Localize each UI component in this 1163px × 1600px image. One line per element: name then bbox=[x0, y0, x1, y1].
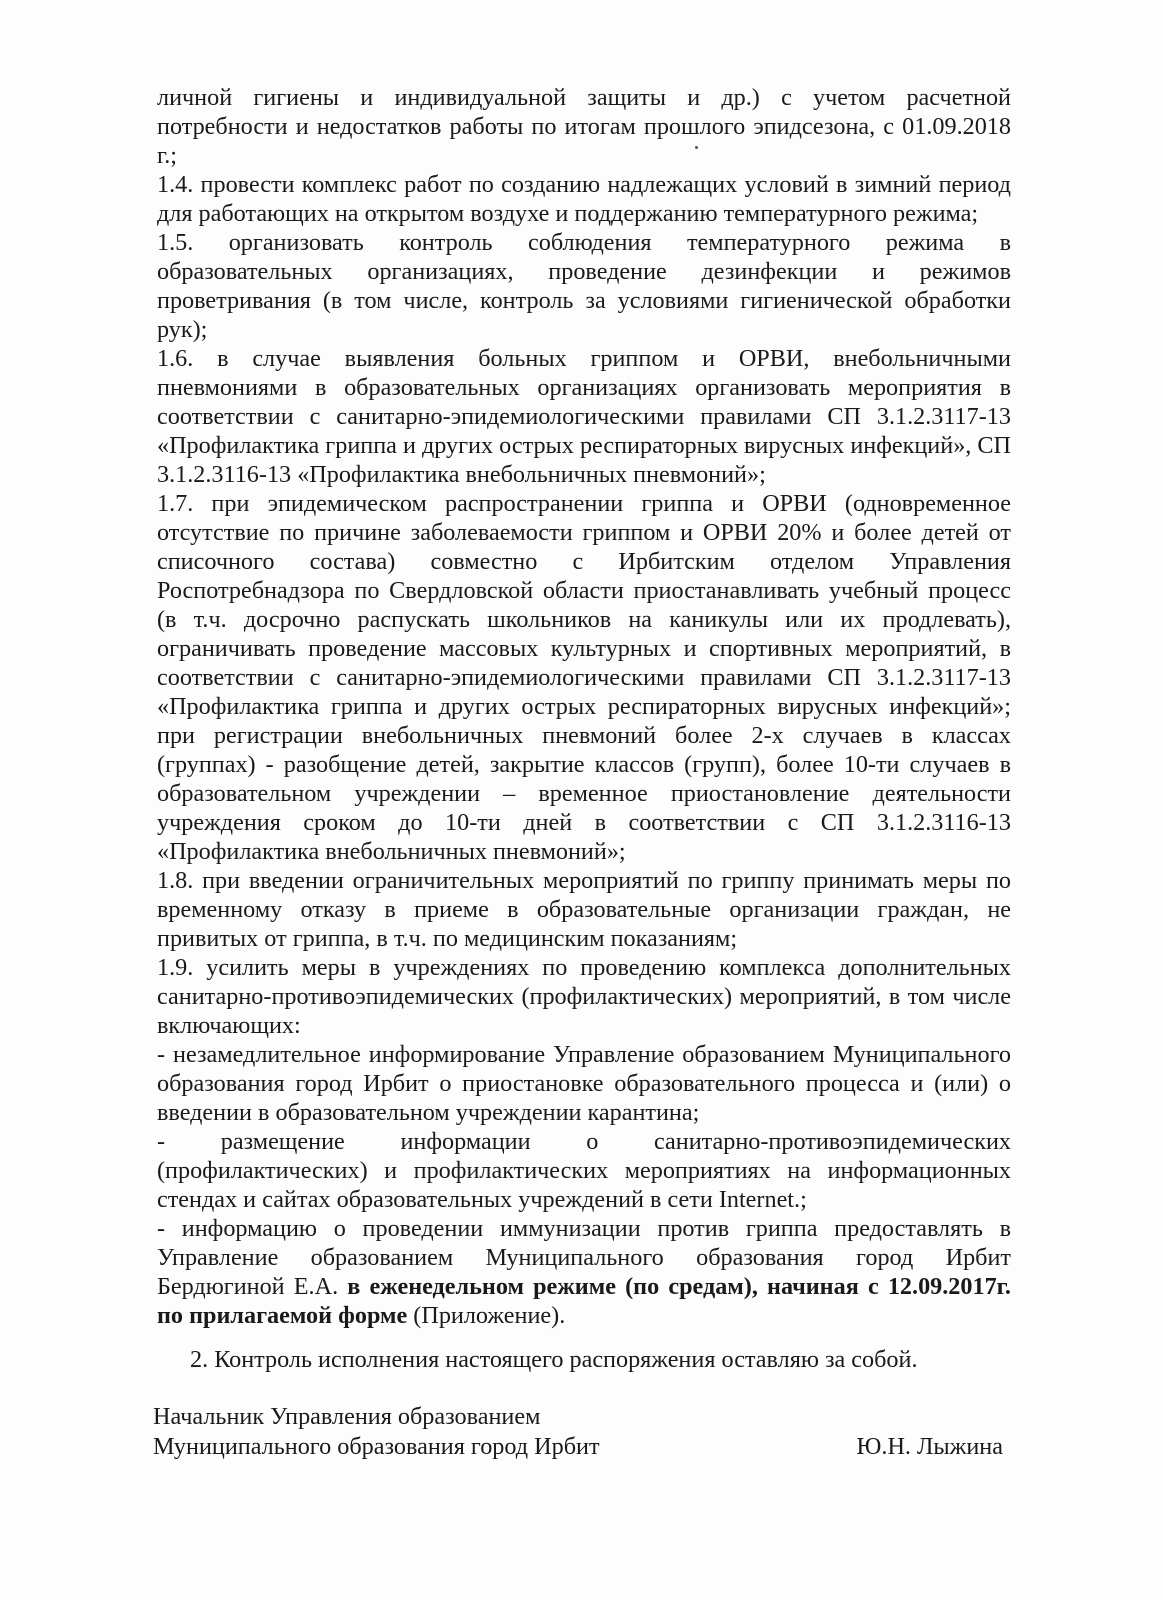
paragraph-1-7: 1.7. при эпидемическом распространении гриппа и ОРВИ (одновременное отсутствие по причине заболеваемости гриппом и ОРВИ 20% и более детей от списочного состава) совместно с Ирбитским отделом Управления Роспотребнадзора по Свердловской области приостанавливать учебный процесс (в т.ч. досрочно распускать школьников на каникулы или их продлевать), ограничивать проведение массовых культурных и спортивных мероприятий, в соответствии с санитарно-эпидемиологическими правилами СП 3.1.2.3117-13 «Профилактика гриппа и других острых респираторных вирусных инфекций»; при регистрации внебольничных пневмоний более 2-х случаев в классах (группах) - разобщение детей, закрытие классов (групп), более 10-ти случаев в образовательном учреждении – временное приостановление деятельности учреждения сроком до 10-ти дней в соответствии с СП 3.1.2.3116-13 «Профилактика внебольничных пневмоний»; bbox=[157, 490, 1011, 865]
signature-block bbox=[153, 1402, 1013, 1462]
signatory-name: Ю.Н. Лыжина bbox=[856, 1433, 1003, 1460]
paragraph-1-5: 1.5. организовать контроль соблюдения температурного режима в образовательных организациях, проведение дезинфекции и режимов проветривания (в том числе, контроль за условиями гигиенической обработки рук); bbox=[157, 229, 1011, 343]
bullet-notification: - незамедлительное информирование Управление образованием Муниципального образования город Ирбит о приостановке образовательного процесса и (или) о введении в образовательном учреждении карантина; bbox=[157, 1041, 1011, 1126]
signatory-position-line2: Муниципального образования город Ирбит bbox=[153, 1433, 600, 1460]
document-body bbox=[157, 83, 1011, 1330]
paragraph-1-4: 1.4. провести комплекс работ по созданию надлежащих условий в зимний период для работающих на открытом воздухе и поддержанию температурного режима; bbox=[157, 171, 1011, 227]
paragraph-1-8: 1.8. при введении ограничительных мероприятий по гриппу принимать меры по временному отказу в приеме в образовательные организации граждан, не привитых от гриппа, в т.ч. по медицинским показаниям; bbox=[157, 867, 1011, 952]
bullet-immunization-text-start: - информацию о проведении иммунизации против гриппа предоставлять в Управление образованием Муниципального образования город Ирбит Бердюгиной Е.А. bbox=[157, 1215, 1011, 1300]
bullet-immunization-text-end: (Приложение). bbox=[407, 1302, 566, 1329]
paragraph-2-control: 2. Контроль исполнения настоящего распоряжения оставляю за собой. bbox=[190, 1346, 918, 1373]
bullet-information-posting: - размещение информации о санитарно-противоэпидемических (профилактических) и профилактических мероприятиях на информационных стендах и сайтах образовательных учреждений в сети Internet.; bbox=[157, 1128, 1011, 1213]
paragraph-continuation: личной гигиены и индивидуальной защиты и др.) с учетом расчетной потребности и недостатков работы по итогам прошлого эпидсезона, с 01.09.2018 г.; bbox=[157, 84, 1011, 169]
bullet-immunization-text-bold: в еженедельном режиме (по средам), начиная с 12.09.2017г. по прилагаемой форме bbox=[157, 1273, 1011, 1329]
signatory-position-line1: Начальник Управления образованием bbox=[153, 1403, 541, 1430]
paragraph-1-6: 1.6. в случае выявления больных гриппом и ОРВИ, внебольничными пневмониями в образовательных организациях организовать мероприятия в соответствии с санитарно-эпидемиологическими правилами СП 3.1.2.3117-13 «Профилактика гриппа и других острых респираторных вирусных инфекций», СП 3.1.2.3116-13 «Профилактика внебольничных пневмоний»; bbox=[157, 345, 1011, 488]
paragraph-1-9: 1.9. усилить меры в учреждениях по проведению комплекса дополнительных санитарно-противоэпидемических (профилактических) мероприятий, в том числе включающих: bbox=[157, 954, 1011, 1039]
bullet-immunization-report bbox=[157, 1214, 1011, 1330]
